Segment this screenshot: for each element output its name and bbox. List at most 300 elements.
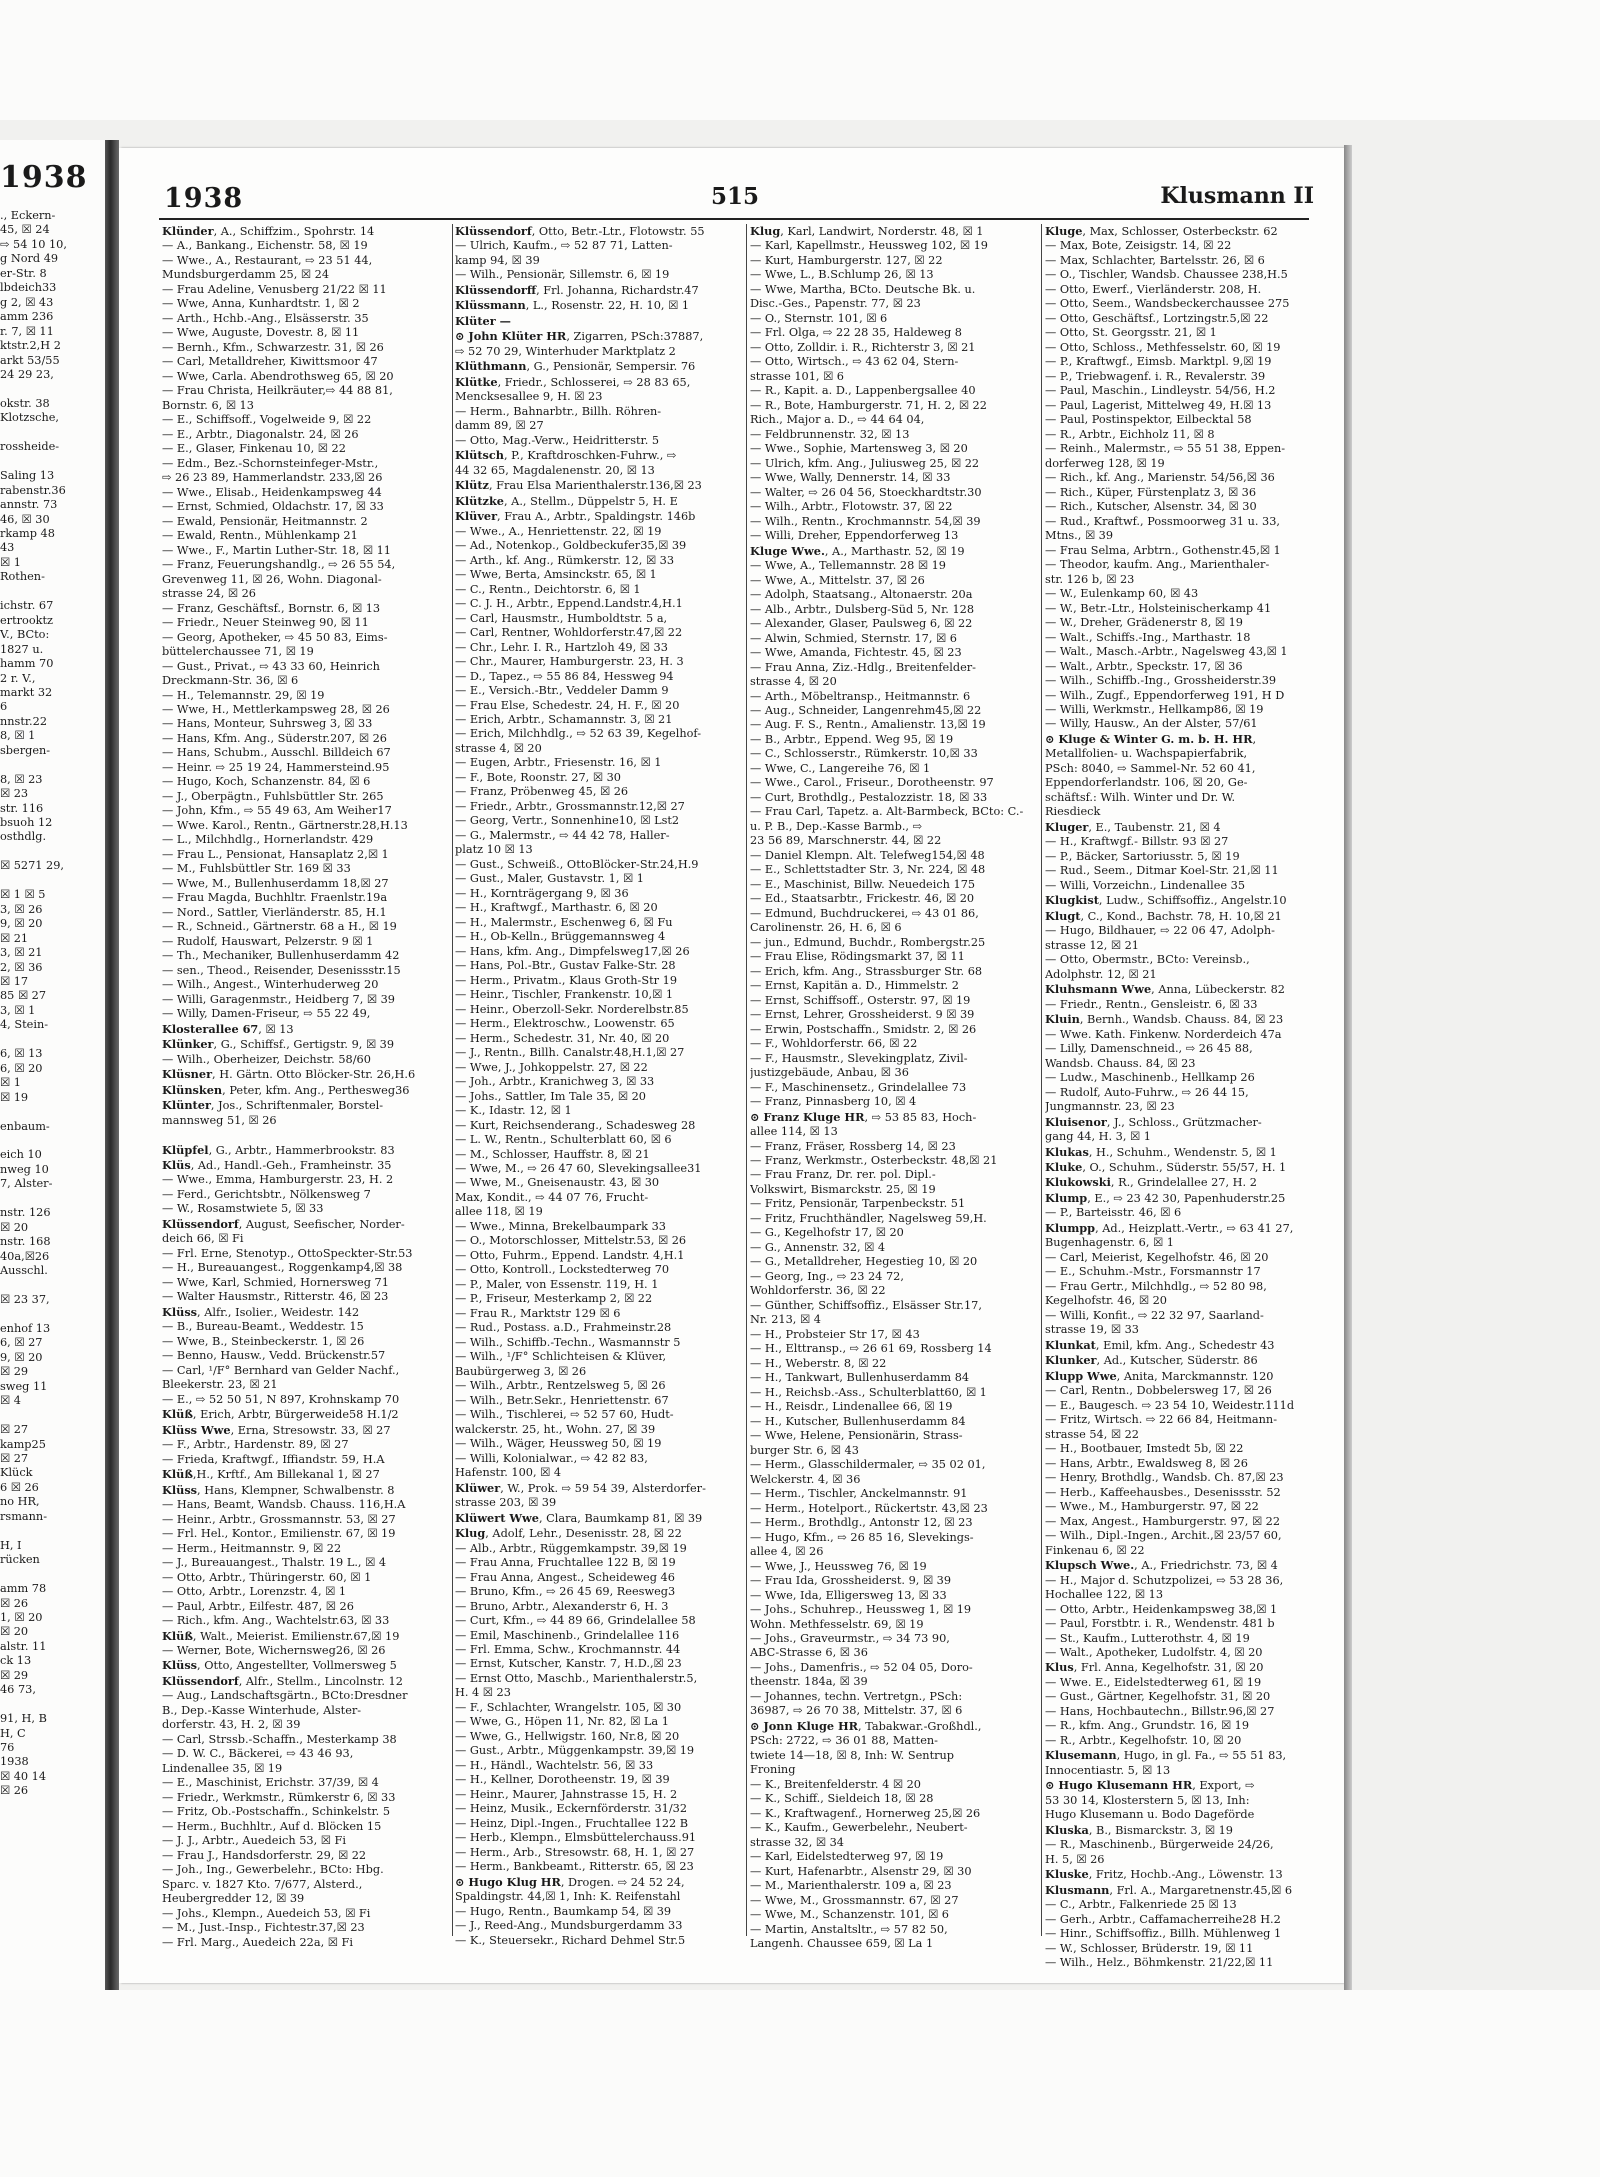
left-page-fragment-line: rossheide- — [0, 440, 60, 454]
directory-entry-line: — Friedr., Rentn., Gensleistr. 6, ☒ 33 — [1045, 997, 1258, 1011]
directory-entry-line: — Hans, Beamt, Wandsb. Chauss. 116,H.A — [162, 1498, 406, 1512]
directory-entry-line: — Wwe., A., Restaurant, ⇨ 23 51 44, — [162, 253, 373, 267]
directory-entry-line: — H., Bootbauer, Imstedt 5b, ☒ 22 — [1045, 1442, 1244, 1456]
directory-entry-line: — Hugo, Koch, Schanzenstr. 84, ☒ 6 — [162, 775, 371, 789]
directory-entry-line: — Wwe, L., B.Schlump 26, ☒ 13 — [750, 268, 934, 282]
directory-entry-line: — Carl, Meierist, Kegelhofstr. 46, ☒ 20 — [1045, 1250, 1269, 1264]
directory-entry-line: — Gust., Gärtner, Kegelhofstr. 31, ☒ 20 — [1045, 1690, 1271, 1704]
left-page-fragment-line: arkt 53/55 — [0, 353, 60, 367]
directory-entry-line: — Aug. F. S., Rentn., Amalienstr. 13,☒ 19 — [750, 718, 986, 732]
directory-entry-line: ⊙ Kluge & Winter G. m. b. H. HR, — [1045, 731, 1257, 746]
directory-entry-line: PSch: 8040, ⇨ Sammel-Nr. 52 60 41, — [1045, 761, 1256, 775]
directory-entry-line: — Ernst, Kapitän a. D., Himmelstr. 2 — [750, 979, 959, 993]
left-page-fragment-line: str. 116 — [0, 801, 44, 815]
directory-entry-line: — Eugen, Arbtr., Friesenstr. 16, ☒ 1 — [455, 756, 662, 770]
directory-entry-line: — Rich., Kutscher, Alsenstr. 34, ☒ 30 — [1045, 500, 1257, 514]
left-page-year: 1938 — [0, 160, 88, 195]
directory-entry-line: — Gust., Schweiß., OttoBlöcker-Str.24,H.9 — [455, 857, 699, 871]
directory-entry-line: — Hugo, Kfm., ⇨ 26 85 16, Slevekings- — [750, 1530, 974, 1544]
directory-entry-line: — Wwe, Anna, Kunhardtstr. 1, ☒ 2 — [162, 297, 360, 311]
directory-entry-line: Klukas, H., Schuhm., Wendenstr. 5, ☒ 1 — [1045, 1144, 1277, 1159]
directory-entry-line: — H., Elttransp., ⇨ 26 61 69, Rossberg 14 — [750, 1342, 992, 1356]
directory-entry-line: — C. J. H., Arbtr., Eppend.Landstr.4,H.1 — [455, 597, 683, 611]
left-page-fragment-line: 6, ☒ 20 — [0, 1061, 43, 1075]
directory-entry-line: — R., kfm. Ang., Grundstr. 16, ☒ 19 — [1045, 1719, 1250, 1733]
directory-entry-line: — Franz, Feuerungshandlg., ⇨ 26 55 54, — [162, 558, 396, 572]
directory-entry-line: Hafenstr. 100, ☒ 4 — [455, 1466, 562, 1480]
directory-entry-line: — Herm., Elektroschw., Loowenstr. 65 — [455, 1017, 675, 1031]
directory-entry-line: — Herm., Bankbeamt., Ritterstr. 65, ☒ 23 — [455, 1860, 694, 1874]
directory-entry-line: Klünker, G., Schiffsf., Gertigstr. 9, ☒ 39 — [162, 1037, 395, 1052]
left-page-fragment-line: 76 — [0, 1741, 15, 1755]
directory-entry-line: Klüs, Ad., Handl.-Geh., Framheinstr. 35 — [162, 1158, 392, 1172]
directory-entry-line: — Werner, Bote, Wichernsweg26, ☒ 26 — [162, 1643, 386, 1657]
directory-entry-line: — Herm., Brothdlg., Antonstr 12, ☒ 23 — [750, 1516, 973, 1530]
left-page-fragment-line: 40a,☒26 — [0, 1249, 50, 1263]
directory-entry-line: — Herb., Klempn., Elmsbüttelerchauss.91 — [455, 1831, 697, 1845]
left-page-fragment-line: ☒ 20 — [0, 1220, 29, 1234]
directory-entry-line: — D., Tapez., ⇨ 55 86 84, Hessweg 94 — [455, 669, 674, 683]
left-page-fragment-line — [0, 1279, 105, 1293]
directory-entry-line: ⊙ Hugo Klug HR, Drogen. ⇨ 24 52 24, — [455, 1874, 685, 1889]
left-page-fragment-line: 8, ☒ 23 — [0, 772, 43, 786]
directory-entry-line: — Wwe, Karl, Schmied, Hornersweg 71 — [162, 1275, 389, 1289]
directory-entry-line: — H., Kellner, Dorotheenstr. 19, ☒ 39 — [455, 1773, 670, 1787]
left-page-fragment-line: Ausschl. — [0, 1264, 48, 1278]
left-page-fragment-line — [0, 1033, 105, 1047]
left-page-fragment-line: 3, ☒ 26 — [0, 902, 43, 916]
left-page-fragment-line: ☒ 5271 29, — [0, 859, 65, 873]
directory-entry-line: — Hans, kfm. Ang., Dimpfelsweg17,☒ 26 — [455, 944, 690, 958]
directory-entry-line: — Frau L., Pensionat, Hansaplatz 2,☒ 1 — [162, 847, 389, 861]
directory-entry-line: — Frl. Emma, Schw., Krochmannstr. 44 — [455, 1642, 681, 1656]
left-page-fragment-line: 46 73, — [0, 1683, 36, 1697]
directory-entry-line: — Herm., Tischler, Anckelmannstr. 91 — [750, 1487, 968, 1501]
directory-entry-line: — Walt., Arbtr., Speckstr. 17, ☒ 36 — [1045, 659, 1243, 673]
directory-entry-line: — Otto, Schloss., Methfesselstr. 60, ☒ 19 — [1045, 340, 1281, 354]
left-page-fragment-line: r. 7, ☒ 11 — [0, 324, 54, 338]
left-page-fragment-line: ☒ 23 37, — [0, 1292, 50, 1306]
directory-entry-line: — G., Malermstr., ⇨ 44 42 78, Haller- — [455, 828, 670, 842]
directory-entry-line: — Alexander, Glaser, Paulsweg 6, ☒ 22 — [750, 617, 973, 631]
directory-entry-line: — Willi, Konfit., ⇨ 22 32 97, Saarland- — [1045, 1308, 1264, 1322]
directory-entry-line: Kluger, E., Taubenstr. 21, ☒ 4 — [1045, 819, 1221, 834]
directory-entry-line: — W., Eulenkamp 60, ☒ 43 — [1045, 587, 1199, 601]
left-page-fragment-line — [0, 758, 105, 772]
directory-entry-line: Grevenweg 11, ☒ 26, Wohn. Diagonal- — [162, 572, 382, 586]
left-page-fragment-line: ☒ 19 — [0, 1090, 29, 1104]
directory-entry-line: — Fritz, Wirtsch. ⇨ 22 66 84, Heitmann- — [1045, 1413, 1278, 1427]
directory-entry-line: — Willi, Garagenmstr., Heidberg 7, ☒ 39 — [162, 992, 395, 1006]
directory-entry-line: — H., Händl., Wachtelstr. 56, ☒ 33 — [455, 1758, 654, 1772]
directory-entry-line: — F., Bote, Roonstr. 27, ☒ 30 — [455, 770, 621, 784]
directory-entry-line: — Johs., Damenfris., ⇨ 52 04 05, Doro- — [750, 1660, 973, 1674]
left-page-fragment-line: 6, ☒ 13 — [0, 1047, 43, 1061]
directory-entry-line: — Walter, ⇨ 26 04 56, Stoeckhardtstr.30 — [750, 485, 982, 499]
left-page-fragment-line — [0, 874, 105, 888]
directory-entry-line: Mtns., ☒ 39 — [1045, 529, 1114, 543]
directory-entry-line: — Herm., Arb., Stresowstr. 68, H. 1, ☒ 27 — [455, 1845, 695, 1859]
directory-entry-line: Klütke, Friedr., Schlosserei, ⇨ 28 83 65, — [455, 374, 691, 389]
directory-entry-line: — Wilh., Schiffb.-Techn., Wasmannstr 5 — [455, 1335, 681, 1349]
left-page-fragment-line: ☒ 1 — [0, 555, 21, 569]
directory-entry-line: — Max, Schlachter, Bartelsstr. 26, ☒ 6 — [1045, 253, 1265, 267]
directory-entry-line: strasse 32, ☒ 34 — [750, 1835, 844, 1849]
directory-entry-line: — Henry, Brothdlg., Wandsb. Ch. 87,☒ 23 — [1045, 1471, 1284, 1485]
directory-entry-line: Klüssmann, L., Rosenstr. 22, H. 10, ☒ 1 — [455, 298, 690, 313]
directory-entry-line: — Wilh., Arbtr., Flotowstr. 37, ☒ 22 — [750, 500, 953, 514]
left-page-fragment-line: ☒ 27 — [0, 1423, 29, 1437]
directory-entry-line: — Bruno, Arbtr., Alexanderstr 6, H. 3 — [455, 1599, 669, 1613]
directory-entry-line: — Wwe, Wally, Dennerstr. 14, ☒ 33 — [750, 471, 951, 485]
left-page-fragment-line: H, C — [0, 1726, 26, 1740]
directory-entry-line: — H., Tankwart, Bullenhuserdamm 84 — [750, 1371, 970, 1385]
directory-entry-line: — K., Breitenfelderstr. 4 ☒ 20 — [750, 1777, 921, 1791]
directory-entry-line: Klüthmann, G., Pensionär, Sempersir. 76 — [455, 359, 696, 374]
left-page-fragment-line: er-Str. 8 — [0, 266, 47, 280]
directory-entry-line: Klugkist, Ludw., Schiffsoffiz., Angelstr.10 — [1045, 893, 1287, 908]
directory-entry-line: Klukowski, R., Grindelallee 27, H. 2 — [1045, 1175, 1257, 1190]
directory-entry-line: — Ewald, Rentn., Mühlenkamp 21 — [162, 529, 358, 543]
directory-entry-line: — Feldbrunnenstr. 32, ☒ 13 — [750, 427, 910, 441]
directory-entry-line: — Walter Hausmstr., Ritterstr. 46, ☒ 23 — [162, 1290, 389, 1304]
directory-entry-line: Klünder, A., Schiffzim., Spohrstr. 14 — [162, 224, 375, 238]
directory-entry-line: — Frieda, Kraftwgf., Iffiandstr. 59, H.A — [162, 1452, 385, 1466]
left-page-fragment-line: V., BCto: — [0, 628, 50, 642]
directory-entry-line: — R., Kapit. a. D., Lappenbergsallee 40 — [750, 384, 976, 398]
directory-entry-line: — Aug., Landschaftsgärtn., BCto:Dresdner — [162, 1689, 408, 1703]
directory-entry-line: — H., Kutscher, Bullenhuserdamm 84 — [750, 1414, 966, 1428]
directory-entry-line: — Heinr., Tischler, Frankenstr. 10,☒ 1 — [455, 988, 674, 1002]
left-page-fragment-line: bsuoh 12 — [0, 816, 53, 830]
directory-entry-line: büttelerchaussee 71, ☒ 19 — [162, 645, 314, 659]
directory-entry-line: walckerstr. 25, ht., Wohn. 27, ☒ 39 — [455, 1422, 656, 1436]
directory-entry-line: Dreckmann-Str. 36, ☒ 6 — [162, 674, 299, 688]
directory-entry-line: — Th., Mechaniker, Bullenhuserdamm 42 — [162, 949, 400, 963]
directory-entry-line: — Paul, Maschin., Lindleystr. 54/56, H.2 — [1045, 384, 1276, 398]
left-page-fragment-line: ☒ 1 — [0, 1076, 21, 1090]
directory-entry-line: platz 10 ☒ 13 — [455, 843, 533, 857]
directory-entry-line: — Wwe, J., Heussweg 76, ☒ 19 — [750, 1559, 927, 1573]
directory-entry-line: — Frau Franz, Dr. rer. pol. Dipl.- — [750, 1168, 936, 1182]
left-page-fragment-line — [0, 1105, 105, 1119]
left-page-fragment-line: amm 78 — [0, 1582, 47, 1596]
directory-entry-line: — F., Arbtr., Hardenstr. 89, ☒ 27 — [162, 1438, 349, 1452]
directory-entry-line: — Wilh., Betr.Sekr., Henriettenstr. 67 — [455, 1393, 669, 1407]
column-divider — [452, 224, 453, 1936]
directory-entry-line: — Rudolf, Hauswart, Pelzerstr. 9 ☒ 1 — [162, 934, 374, 948]
directory-entry-line: — C., Arbtr., Falkenriede 25 ☒ 13 — [1045, 1898, 1237, 1912]
directory-entry-line: Klüß, Erich, Arbtr, Bürgerweide58 H.1/2 — [162, 1407, 399, 1422]
directory-entry-line: — Paul, Lagerist, Mittelweg 49, H.☒ 13 — [1045, 398, 1272, 412]
directory-entry-line: — H., Weberstr. 8, ☒ 22 — [750, 1356, 887, 1370]
directory-entry-line: Klüss, Alfr., Isolier., Weidestr. 142 — [162, 1304, 360, 1319]
directory-entry-line: — Ewald, Pensionär, Heitmannstr. 2 — [162, 514, 368, 528]
left-page-fragment-line: markt 32 — [0, 685, 53, 699]
directory-entry-line: strasse 101, ☒ 6 — [750, 369, 844, 383]
directory-entry-line: — Willy, Hausw., An der Alster, 57/61 — [1045, 717, 1258, 731]
left-page-fragment-line: 85 ☒ 27 — [0, 989, 47, 1003]
directory-entry-line: — Friedr., Werkmstr., Rümkerstr 6, ☒ 33 — [162, 1790, 396, 1804]
directory-entry-line: — Franz, Pröbenweg 45, ☒ 26 — [455, 785, 629, 799]
scan-background-top — [0, 0, 1600, 120]
directory-entry-line: — Hugo, Rentn., Baumkamp 54, ☒ 39 — [455, 1904, 672, 1918]
directory-entry-line: Adolphstr. 12, ☒ 21 — [1045, 967, 1157, 981]
directory-entry-line: — Frau Else, Schedestr. 24, H. F., ☒ 20 — [455, 698, 680, 712]
left-page-fragment-line: ⇨ 54 10 10, — [0, 237, 67, 251]
directory-entry-line: — Heinr. ⇨ 25 19 24, Hammersteind.95 — [162, 760, 390, 774]
directory-entry-line: ⊙ Hugo Klusemann HR, Export, ⇨ — [1045, 1778, 1255, 1793]
directory-entry-line: Klüsner, H. Gärtn. Otto Blöcker-Str. 26,H.6 — [162, 1067, 416, 1082]
header-page-number: 515 — [711, 183, 760, 210]
directory-entry-line: — E., Versich.-Btr., Veddeler Damm 9 — [455, 684, 669, 698]
directory-entry-line: Hugo Klusemann u. Bodo Dageförde — [1045, 1808, 1255, 1822]
directory-entry-line: Kluke, O., Schuhm., Süderstr. 55/57, H. 1 — [1045, 1160, 1287, 1174]
directory-entry-line: — Wilh., Dipl.-Ingen., Archit.,☒ 23/57 60, — [1045, 1529, 1282, 1543]
directory-entry-line: — Emil, Maschinenb., Grindelallee 116 — [455, 1628, 680, 1642]
directory-entry-line: — H., Bureauangest., Roggenkamp4,☒ 38 — [162, 1261, 403, 1275]
directory-entry-line: schäftsf.: Wilh. Winter und Dr. W. — [1045, 790, 1236, 804]
directory-entry-line: dorferstr. 43, H. 2, ☒ 39 — [162, 1718, 301, 1732]
directory-entry-line: — Wwe, M., Grossmannstr. 67, ☒ 27 — [750, 1893, 959, 1907]
directory-entry-line: — Hans, Monteur, Suhrsweg 3, ☒ 33 — [162, 717, 373, 731]
directory-entry-line: — Walt., Masch.-Arbtr., Nagelsweg 43,☒ 1 — [1045, 645, 1288, 659]
directory-entry-line: Klug, Karl, Landwirt, Norderstr. 48, ☒ 1 — [750, 224, 984, 238]
left-page-fragment-line: 2 r. V., — [0, 671, 36, 685]
column-divider — [746, 224, 747, 1936]
directory-entry-line: — Erich, kfm. Ang., Strassburger Str. 68 — [750, 964, 983, 978]
directory-entry-line: Klünter, Jos., Schriftenmaler, Borstel- — [162, 1098, 384, 1113]
directory-entry-line: — Wwe., Elisab., Heidenkampsweg 44 — [162, 485, 382, 499]
directory-entry-line: — Otto, Fuhrm., Eppend. Landstr. 4,H.1 — [455, 1248, 685, 1262]
directory-entry-line: — Otto, Arbtr., Thüringerstr. 60, ☒ 1 — [162, 1570, 372, 1584]
directory-entry-line: — Chr., Maurer, Hamburgerstr. 23, H. 3 — [455, 655, 684, 669]
left-page-fragment — [0, 140, 105, 1990]
directory-column-4 — [1045, 224, 1332, 1971]
directory-entry-line: — Wwe, Auguste, Dovestr. 8, ☒ 11 — [162, 326, 360, 340]
directory-column-2 — [455, 224, 742, 1948]
directory-entry-line: Kegelhofstr. 46, ☒ 20 — [1045, 1294, 1167, 1308]
directory-entry-line: — Hinr., Schiffsoffiz., Billh. Mühlenweg 1 — [1045, 1927, 1282, 1941]
directory-entry-line: Wohldorferstr. 36, ☒ 22 — [750, 1284, 886, 1298]
directory-entry-line: — Wwe, J., Johkoppelstr. 27, ☒ 22 — [455, 1060, 648, 1074]
left-page-fragment-line: 1, ☒ 20 — [0, 1610, 43, 1624]
directory-entry-line: — M., Fuhlsbüttler Str. 169 ☒ 33 — [162, 862, 351, 876]
directory-entry-line: — P., Kraftwgf., Eimsb. Marktpl. 9,☒ 19 — [1045, 355, 1272, 369]
directory-entry-line: — Hans, Hochbautechn., Billstr.96,☒ 27 — [1045, 1704, 1275, 1718]
directory-entry-line: — Heinr., Arbtr., Grossmannstr. 53, ☒ 27 — [162, 1512, 396, 1526]
left-page-fragment-line — [0, 845, 105, 859]
directory-entry-line: — Otto, Zolldir. i. R., Richterstr 3, ☒ 21 — [750, 340, 976, 354]
left-page-fragment-line: 1827 u. — [0, 642, 44, 656]
directory-entry-line: — Joh., Ing., Gewerbelehr., BCto: Hbg. — [162, 1863, 384, 1877]
directory-entry-line: — G., Metalldreher, Hegestieg 10, ☒ 20 — [750, 1255, 978, 1269]
left-page-fragment-line: ichstr. 67 — [0, 599, 54, 613]
directory-entry-line: — Wwe, Helene, Pensionärin, Strass- — [750, 1429, 963, 1443]
directory-entry-line: — St., Kaufm., Lutterothstr. 4, ☒ 19 — [1045, 1631, 1250, 1645]
directory-entry-line: — Bruno, Kfm., ⇨ 26 45 69, Reesweg3 — [455, 1585, 676, 1599]
directory-entry-line: — Wwe, G., Hellwigstr. 160, Nr.8, ☒ 20 — [455, 1729, 680, 1743]
directory-entry-line: — L., Milchhdlg., Hornerlandstr. 429 — [162, 833, 374, 847]
directory-entry-line: — Wwe, G., Höpen 11, Nr. 82, ☒ La 1 — [455, 1715, 669, 1729]
directory-entry-line: damm 89, ☒ 27 — [455, 419, 544, 433]
directory-entry-line: — Frau R., Marktstr 129 ☒ 6 — [455, 1306, 621, 1320]
directory-entry-line: — Gust., Arbtr., Müggenkampstr. 39,☒ 19 — [455, 1744, 695, 1758]
directory-entry-line: — Erich, Arbtr., Schamannstr. 3, ☒ 21 — [455, 712, 673, 726]
directory-entry-line: — H., Ob-Kelln., Brüggemannsweg 4 — [455, 930, 666, 944]
directory-entry-line: Kluske, Fritz, Hochb.-Ang., Löwenstr. 13 — [1045, 1867, 1283, 1882]
left-page-fragment-line: alstr. 11 — [0, 1639, 47, 1653]
directory-entry-line: — E., ⇨ 52 50 51, N 897, Krohnskamp 70 — [162, 1392, 400, 1406]
directory-entry-line: — Frau Anna, Angest., Scheideweg 46 — [455, 1570, 675, 1584]
directory-entry-line: — C., Rentn., Deichtorstr. 6, ☒ 1 — [455, 582, 641, 596]
directory-entry-line: — Herm., Bahnarbtr., Billh. Röhren- — [455, 404, 662, 418]
directory-entry-line: — H., Kraftwgf., Marthastr. 6, ☒ 20 — [455, 901, 658, 915]
directory-entry-line: — Otto, Obermstr., BCto: Vereinsb., — [1045, 953, 1250, 967]
directory-entry-line: — P., Bäcker, Sartoriusstr. 5, ☒ 19 — [1045, 849, 1240, 863]
directory-column-1 — [162, 224, 449, 1950]
directory-entry-line: — Wwe., Minna, Brekelbaumpark 33 — [455, 1219, 666, 1233]
left-page-fragment-line: ☒ 26 — [0, 1596, 29, 1610]
left-page-fragment-line: Klück — [0, 1466, 33, 1480]
directory-entry-line: — Otto, Wirtsch., ⇨ 43 62 04, Stern- — [750, 355, 959, 369]
left-page-fragment-line: ., Eckern- — [0, 209, 56, 222]
directory-entry-line: — O., Sternstr. 101, ☒ 6 — [750, 311, 888, 325]
directory-entry-line: — P., Maler, von Essenstr. 119, H. 1 — [455, 1277, 659, 1291]
directory-entry-line: — J., Rentn., Billh. Canalstr.48,H.1,☒ 27 — [455, 1046, 685, 1060]
directory-entry-line: — Wwe., Emma, Hamburgerstr. 23, H. 2 — [162, 1173, 394, 1187]
directory-entry-line: — E., Baugesch. ⇨ 23 54 10, Weidestr.111d — [1045, 1398, 1295, 1412]
left-page-fragment-line — [0, 455, 105, 469]
left-page-fragment-line: ☒ 20 — [0, 1625, 29, 1639]
directory-entry-line: — Otto, Mag.-Verw., Heidritterstr. 5 — [455, 433, 660, 447]
directory-entry-line: — Ad., Notenkop., Goldbeckufer35,☒ 39 — [455, 539, 687, 553]
directory-entry-line: twiete 14—18, ☒ 8, Inh: W. Sentrup — [750, 1748, 955, 1762]
directory-entry-line: — J., Reed-Ang., Mundsburgerdamm 33 — [455, 1919, 683, 1933]
directory-entry-line: — Fritz, Fruchthändler, Nagelsweg 59,H. — [750, 1211, 987, 1225]
left-page-fragment-line: nnstr.22 — [0, 714, 48, 728]
directory-entry-line: — Arth., Hchb.-Ang., Elsässerstr. 35 — [162, 311, 369, 325]
left-page-fragment-line: Klotzsche, — [0, 411, 60, 425]
left-page-fragment-line: nstr. 126 — [0, 1206, 51, 1220]
directory-entry-line: — O., Tischler, Wandsb. Chaussee 238,H.5 — [1045, 268, 1288, 282]
left-page-fragment-line: ☒ 26 — [0, 1784, 29, 1798]
left-page-fragment-line — [0, 585, 105, 599]
directory-entry-line: — Kurt, Hamburgerstr. 127, ☒ 22 — [750, 253, 943, 267]
left-page-fragment-line: 45, ☒ 24 — [0, 223, 50, 237]
directory-entry-line: — A., Bankang., Eichenstr. 58, ☒ 19 — [162, 239, 368, 253]
directory-entry-line: Jungmannstr. 23, ☒ 23 — [1045, 1100, 1175, 1114]
directory-entry-line: — Frau Christa, Heilkräuter,⇨ 44 88 81, — [162, 384, 393, 398]
directory-entry-line: Klütz, Frau Elsa Marienthalerstr.136,☒ 23 — [455, 478, 702, 493]
directory-entry-line: — F., Maschinensetz., Grindelallee 73 — [750, 1080, 967, 1094]
directory-entry-line: — Frl. Hel., Kontor., Emilienstr. 67, ☒ 19 — [162, 1527, 396, 1541]
directory-entry-line: — H., Major d. Schutzpolizei, ⇨ 53 28 36, — [1045, 1573, 1284, 1587]
left-page-fragment-line: Saling 13 — [0, 469, 55, 483]
directory-entry-line: — Friedr., Arbtr., Grossmannstr.12,☒ 27 — [455, 799, 685, 813]
directory-entry-line: Klütsch, P., Kraftdroschken-Fuhrw., ⇨ — [455, 448, 677, 463]
directory-entry-line: — Wwe, Martha, BCto. Deutsche Bk. u. — [750, 282, 976, 296]
directory-entry-line: — Frl. Erne, Stenotyp., OttoSpeckter-Str.53 — [162, 1246, 413, 1260]
directory-entry-line: — Curt, Brothdlg., Pestalozzistr. 18, ☒ 33 — [750, 790, 988, 804]
directory-entry-line: — Wwe., F., Martin Luther-Str. 18, ☒ 11 — [162, 543, 391, 557]
directory-entry-line: — Wwe., A., Henriettenstr. 22, ☒ 19 — [455, 524, 662, 538]
directory-entry-line: Metallfolien- u. Wachspapierfabrik, — [1045, 747, 1248, 761]
directory-entry-line: — Adolph, Staatsang., Altonaerstr. 20a — [750, 588, 973, 602]
directory-entry-line: Langenh. Chaussee 659, ☒ La 1 — [750, 1937, 934, 1951]
directory-entry-line: — Ulrich, Kaufm., ⇨ 52 87 71, Latten- — [455, 239, 673, 253]
directory-entry-line: ⇨ 26 23 89, Hammerlandstr. 233,☒ 26 — [162, 471, 383, 485]
directory-entry-line: H. 5, ☒ 26 — [1045, 1852, 1105, 1866]
left-page-fragment-line — [0, 1409, 105, 1423]
directory-entry-line: — Frau J., Handsdorferstr. 29, ☒ 22 — [162, 1848, 367, 1862]
left-page-fragment-line: 3, ☒ 21 — [0, 946, 43, 960]
left-page-fragment-line: 6 — [0, 700, 8, 714]
left-page-fragment-line: 24 29 23, — [0, 367, 54, 381]
directory-entry-line: — Ulrich, kfm. Ang., Juliusweg 25, ☒ 22 — [750, 456, 980, 470]
directory-entry-line: — Walt., Apotheker, Ludolfstr. 4, ☒ 20 — [1045, 1645, 1263, 1659]
left-page-fragment-line: H, I — [0, 1538, 22, 1552]
directory-entry-line: — W., Dreher, Grädenerstr 8, ☒ 19 — [1045, 616, 1243, 630]
left-page-fragment-line: 7, Alster- — [0, 1177, 53, 1191]
directory-entry-line: Kluge, Max, Schlosser, Osterbeckstr. 62 — [1045, 224, 1278, 238]
left-page-fragment-line: rsmann- — [0, 1509, 48, 1523]
directory-entry-line: — K., Kraftwagenf., Hornerweg 25,☒ 26 — [750, 1806, 981, 1820]
left-page-fragment-line: g Nord 49 — [0, 252, 59, 266]
directory-entry-line: Klüssendorf, Alfr., Stellm., Lincolnstr. 12 — [162, 1673, 403, 1688]
directory-entry-line: 44 32 65, Magdalenenstr. 20, ☒ 13 — [455, 463, 655, 477]
directory-entry-line: — Wilh., Pensionär, Sillemstr. 6, ☒ 19 — [455, 268, 670, 282]
left-page-fragment-line: 9, ☒ 20 — [0, 917, 43, 931]
left-page-fragment-line: Rothen- — [0, 570, 45, 584]
directory-entry-line: Kluska, B., Bismarckstr. 3, ☒ 19 — [1045, 1822, 1233, 1837]
directory-entry-line: — Erich, Milchhdlg., ⇨ 52 63 39, Kegelhof- — [455, 727, 702, 741]
directory-entry-line: — Rudolf, Auto-Fuhrw., ⇨ 26 44 15, — [1045, 1085, 1249, 1099]
directory-entry-line: — Hans, Arbtr., Ewaldsweg 8, ☒ 26 — [1045, 1456, 1248, 1470]
directory-entry-line: — Carl, Rentner, Wohldorferstr.47,☒ 22 — [455, 626, 683, 640]
directory-entry-line: Innocentiastr. 5, ☒ 13 — [1045, 1763, 1171, 1777]
directory-entry-line: Sparc. v. 1827 Kto. 7/677, Alsterd., — [162, 1877, 363, 1891]
left-page-fragment-line: hamm 70 — [0, 657, 54, 671]
left-page-fragment-line — [0, 1192, 105, 1206]
directory-entry-line: — Ed., Staatsarbtr., Frickestr. 46, ☒ 20 — [750, 892, 975, 906]
left-page-fragment-line: 3, ☒ 1 — [0, 1003, 36, 1017]
directory-entry-line: allee 118, ☒ 19 — [455, 1205, 543, 1219]
directory-entry-line: — Georg, Apotheker, ⇨ 45 50 83, Eims- — [162, 630, 388, 644]
directory-entry-line: — Wwe, A., Mittelstr. 37, ☒ 26 — [750, 573, 925, 587]
directory-entry-line: Klump, E., ⇨ 23 42 30, Papenhuderstr.25 — [1045, 1190, 1286, 1205]
header-running-head: Klusmann II — [1160, 183, 1314, 209]
directory-entry-line: — Willi, Werkmstr., Hellkamp86, ☒ 19 — [1045, 702, 1264, 716]
directory-entry-line: — B., Bureau-Beamt., Weddestr. 15 — [162, 1320, 364, 1334]
directory-entry-line: Klugt, C., Kond., Bachstr. 78, H. 10,☒ 21 — [1045, 908, 1282, 923]
directory-entry-line: — H., Telemannstr. 29, ☒ 19 — [162, 688, 325, 702]
directory-entry-line: — Paul, Forstbtr. i. R., Wendenstr. 481 b — [1045, 1617, 1275, 1631]
directory-entry-line: B., Dep.-Kasse Winterhude, Alster- — [162, 1703, 362, 1717]
directory-entry-line: — Hans, Schubm., Ausschl. Billdeich 67 — [162, 746, 391, 760]
directory-entry-line: — Frau Elise, Rödingsmarkt 37, ☒ 11 — [750, 950, 965, 964]
directory-entry-line: — Franz, Fräser, Rossberg 14, ☒ 23 — [750, 1139, 956, 1153]
directory-entry-line: — D. W. C., Bäckerei, ⇨ 43 46 93, — [162, 1747, 354, 1761]
left-page-fragment-line: annstr. 73 — [0, 498, 58, 512]
directory-column-3 — [750, 224, 1037, 1952]
directory-entry-line: — Hans, Pol.-Btr., Gustav Falke-Str. 28 — [455, 959, 676, 973]
directory-entry-line: — R., Arbtr., Kegelhofstr. 10, ☒ 20 — [1045, 1733, 1242, 1747]
directory-entry-line: — P., Barteisstr. 46, ☒ 6 — [1045, 1206, 1182, 1220]
directory-entry-line: — Wilh., Rentn., Krochmannstr. 54,☒ 39 — [750, 514, 981, 528]
directory-entry-line: — Heinr., Oberzoll-Sekr. Norderelbstr.85 — [455, 1002, 689, 1016]
directory-entry-line: Klus, Frl. Anna, Kegelhofstr. 31, ☒ 20 — [1045, 1660, 1264, 1675]
